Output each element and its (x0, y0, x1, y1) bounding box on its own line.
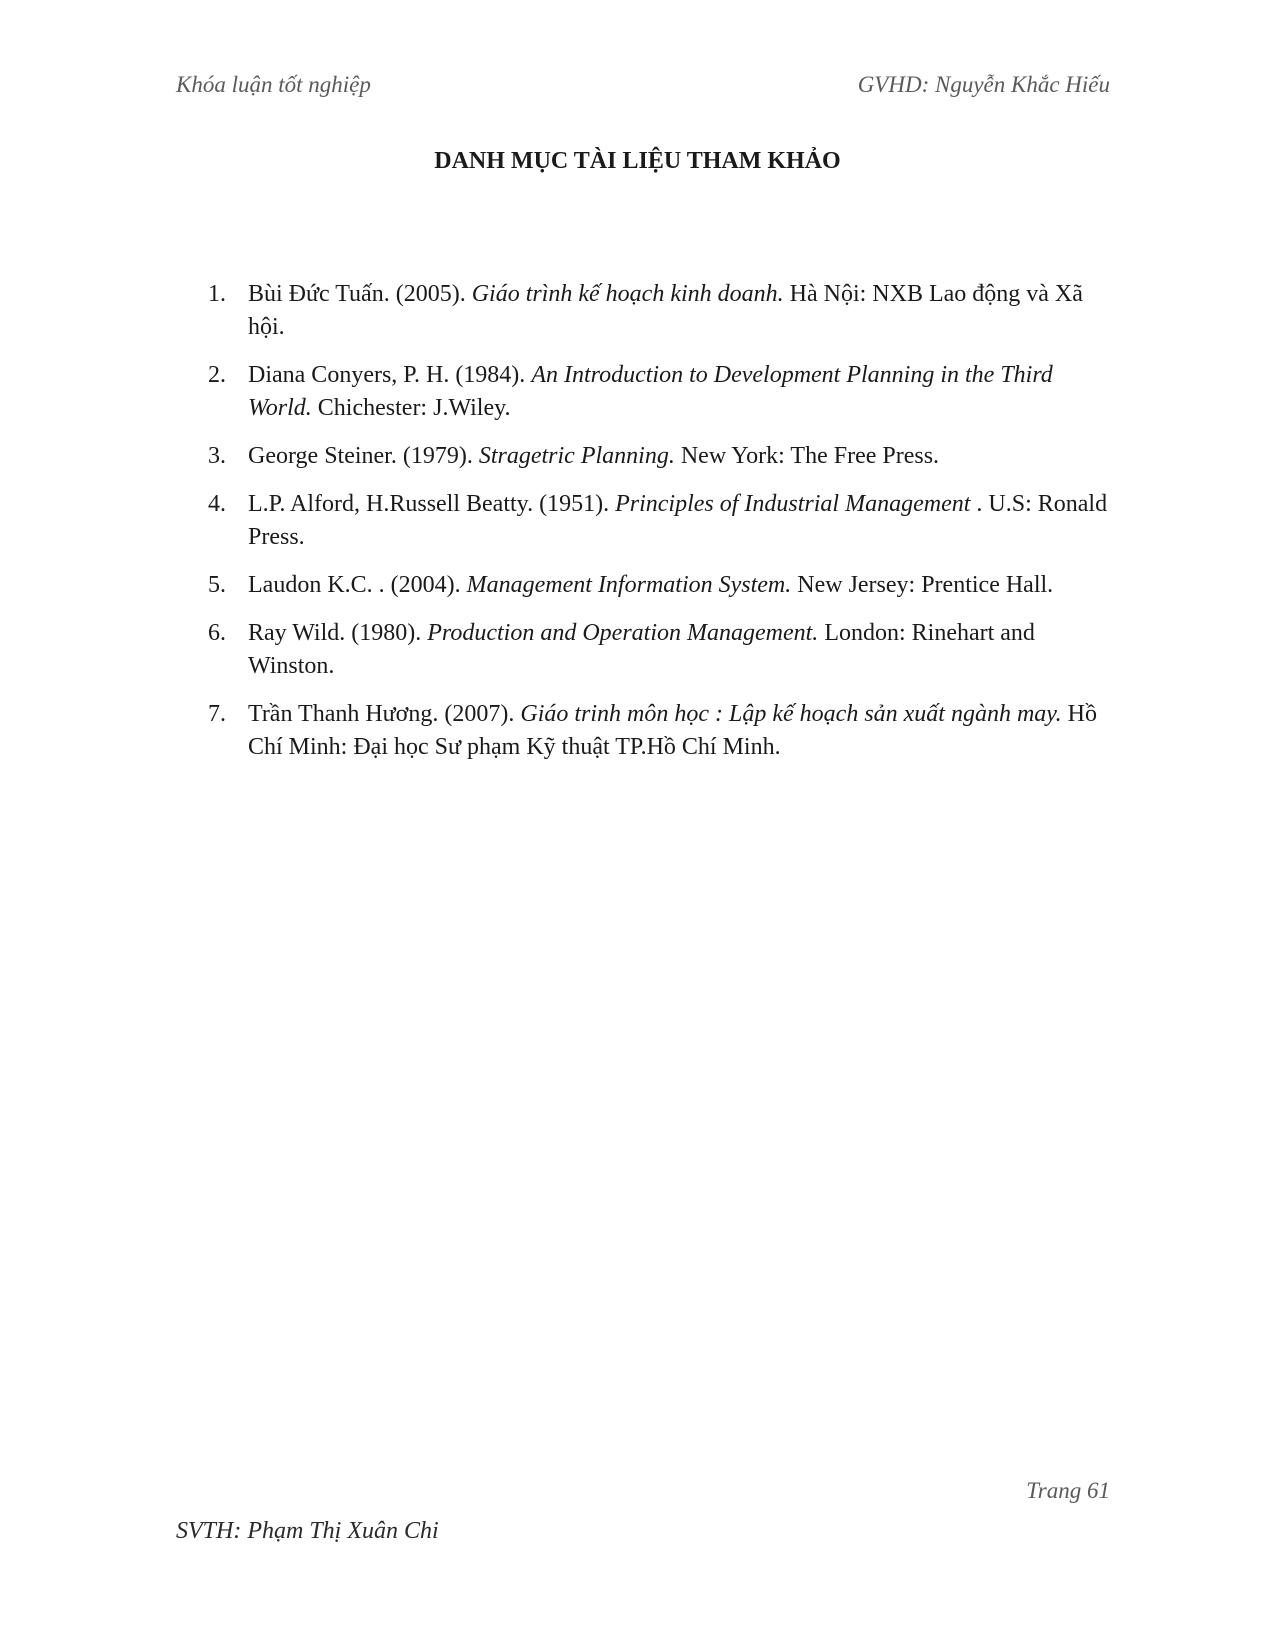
reference-number: 1. (208, 281, 226, 307)
reference-publisher: Hà Nội: NXB Lao động và Xã hội. (248, 281, 1083, 340)
reference-item (208, 359, 1113, 425)
reference-publisher: Chichester: J.Wiley. (311, 395, 511, 421)
reference-publisher: New York: The Free Press. (674, 443, 940, 469)
reference-authors: L.P. Alford, H.Russell Beatty. (1951). (248, 491, 616, 517)
reference-publisher: Hồ Chí Minh: Đại học Sư phạm Kỹ thuật TP.Hồ Chí Minh. (248, 701, 1097, 760)
reference-authors: Trần Thanh Hương. (2007). (248, 701, 521, 727)
reference-text (248, 359, 1113, 425)
reference-authors: Diana Conyers, P. H. (1984). (248, 362, 532, 388)
reference-work-title: Giáo trình kế hoạch kinh doanh. (471, 281, 784, 307)
reference-number: 3. (208, 443, 226, 469)
reference-work-title: Giáo trinh môn học : Lập kế hoạch sản xuất ngành may. (520, 701, 1062, 727)
page-number: Trang 61 (1026, 1478, 1110, 1503)
reference-authors: Ray Wild. (1980). (248, 620, 428, 646)
reference-item (208, 698, 1113, 764)
reference-work-title: Production and Operation Management. (427, 620, 819, 646)
reference-number: 5. (208, 572, 226, 598)
reference-text (248, 488, 1113, 554)
reference-list (208, 278, 1113, 779)
footer-student-label: SVTH: Phạm Thị Xuân Chi (176, 1518, 439, 1544)
reference-item (208, 617, 1113, 683)
reference-text (248, 569, 1113, 602)
reference-work-title: Management Information System. (466, 572, 792, 598)
reference-item (208, 440, 1113, 473)
reference-item (208, 569, 1113, 602)
reference-publisher: London: Rinehart and Winston. (248, 620, 1035, 679)
reference-text (248, 278, 1113, 344)
page-title: DANH MỤC TÀI LIỆU THAM KHẢO (434, 148, 841, 174)
reference-work-title: Principles of Industrial Management (615, 491, 971, 517)
reference-number: 2. (208, 362, 226, 388)
reference-number: 7. (208, 701, 226, 727)
reference-work-title: Stragetric Planning. (478, 443, 675, 469)
reference-text (248, 698, 1113, 764)
reference-item (208, 488, 1113, 554)
reference-authors: Laudon K.C. . (2004). (248, 572, 467, 598)
reference-publisher: New Jersey: Prentice Hall. (791, 572, 1054, 598)
reference-text (248, 440, 1113, 473)
header-thesis-label: Khóa luận tốt nghiệp (176, 72, 371, 97)
reference-number: 4. (208, 491, 226, 517)
reference-authors: Bùi Đức Tuấn. (2005). (248, 281, 472, 307)
reference-authors: George Steiner. (1979). (248, 443, 479, 469)
header-advisor-label: GVHD: Nguyễn Khắc Hiếu (857, 72, 1110, 97)
reference-number: 6. (208, 620, 226, 646)
reference-text (248, 617, 1113, 683)
reference-publisher: . U.S: Ronald Press. (248, 491, 1108, 550)
reference-item (208, 278, 1113, 344)
reference-work-title: An Introduction to Development Planning in the Third World. (248, 362, 1053, 421)
